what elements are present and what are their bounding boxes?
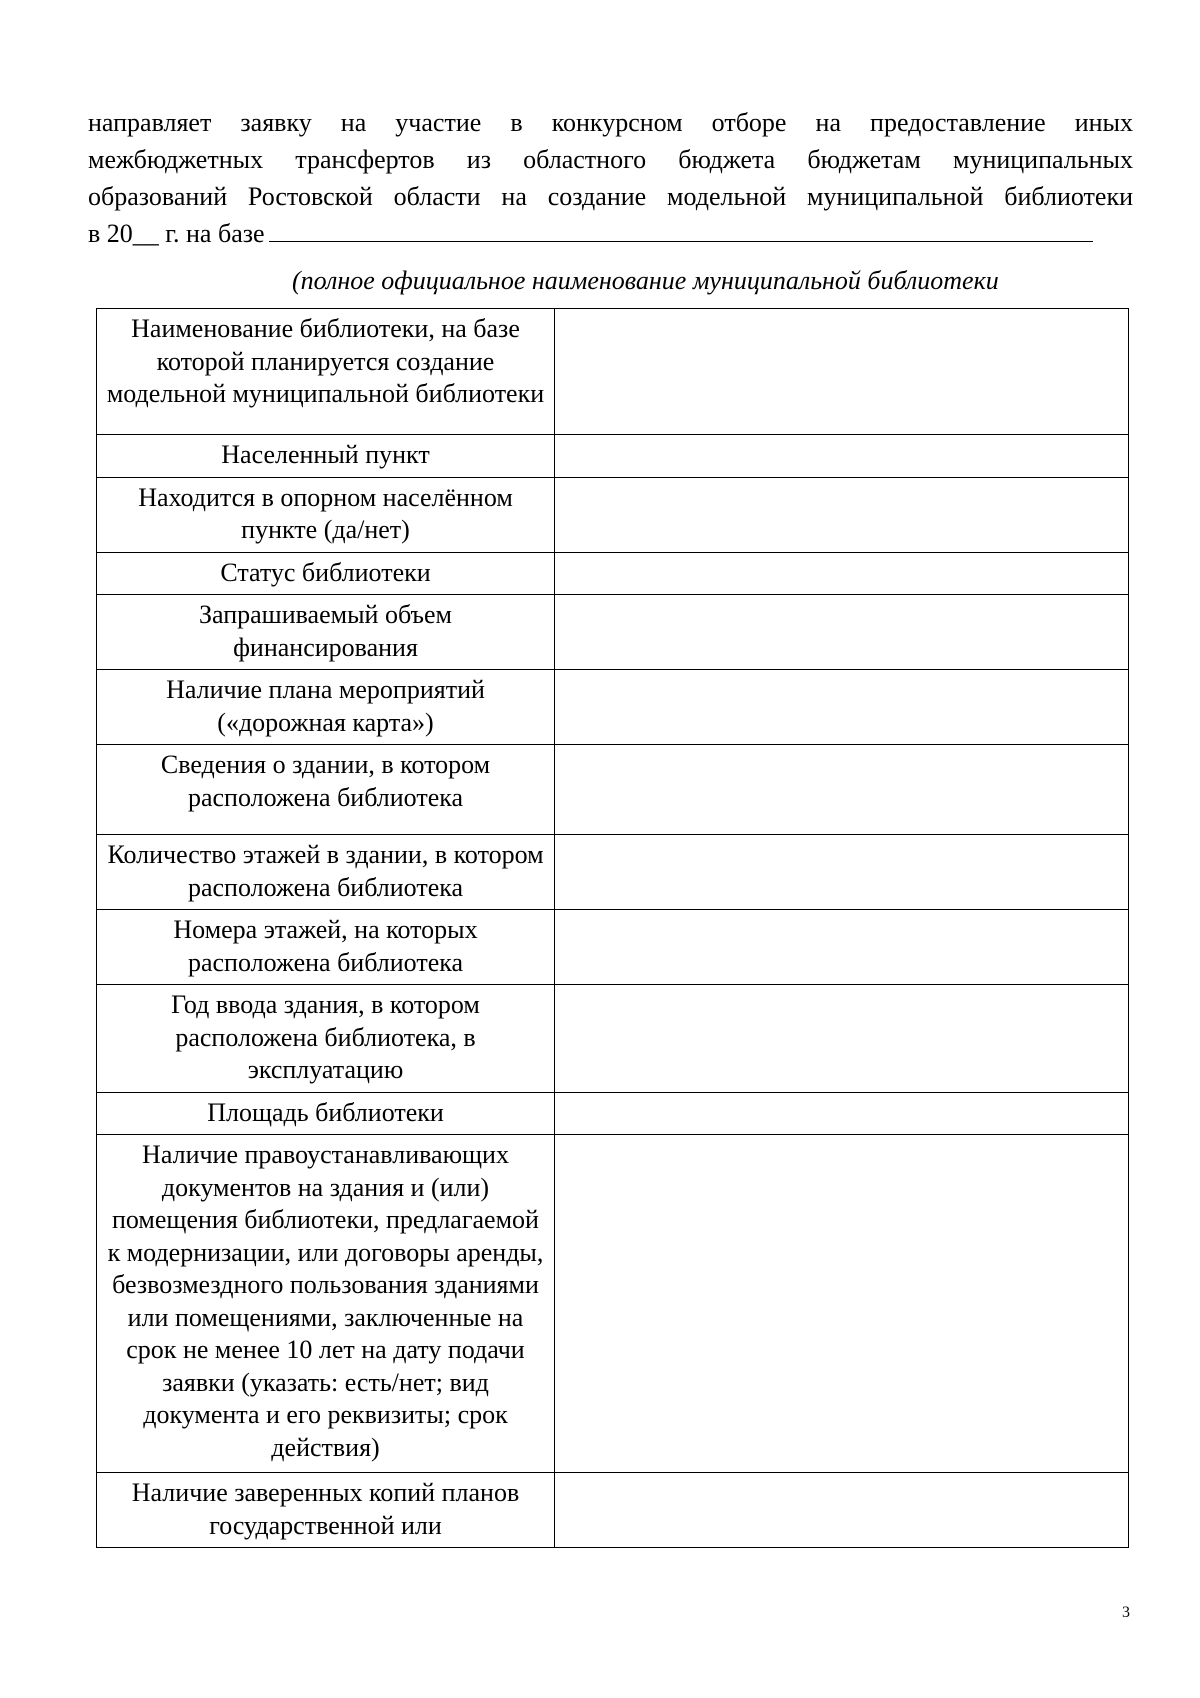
row-label: Наличие заверенных копий планов государственной или	[97, 1473, 555, 1548]
table-row	[97, 552, 1129, 595]
intro-line: межбюджетных трансфертов из областного бюджета бюджетам муниципальных	[88, 145, 1133, 174]
row-label: Номера этажей, на которых расположена библиотека	[97, 910, 555, 985]
table-row	[97, 910, 1129, 985]
table-row	[97, 670, 1129, 745]
row-label: Запрашиваемый объем финансирования	[97, 595, 555, 670]
intro-line: образований Ростовской области на создание модельной муниципальной библиотеки	[88, 182, 1133, 211]
table-row	[97, 835, 1129, 910]
row-value-field[interactable]	[555, 670, 1129, 745]
row-value-field[interactable]	[555, 1473, 1129, 1548]
blank-caption: (полное официальное наименование муниципальной библиотеки	[292, 266, 999, 295]
row-label: Сведения о здании, в котором расположена библиотека	[97, 745, 555, 835]
form-table-body	[97, 309, 1129, 1548]
row-value-field[interactable]	[555, 835, 1129, 910]
row-label: Статус библиотеки	[97, 552, 555, 595]
intro-paragraph	[88, 104, 1133, 252]
application-form-table	[96, 308, 1129, 1548]
table-row	[97, 309, 1129, 435]
library-name-blank-line	[269, 217, 1093, 242]
row-value-field[interactable]	[555, 745, 1129, 835]
table-row	[97, 1473, 1129, 1548]
row-label: Наличие плана мероприятий («дорожная карта»)	[97, 670, 555, 745]
row-value-field[interactable]	[555, 1135, 1129, 1473]
row-value-field[interactable]	[555, 985, 1129, 1093]
intro-last-line-prefix: в 20__ г. на базе	[88, 219, 265, 248]
row-label: Площадь библиотеки	[97, 1092, 555, 1135]
page-number: 3	[1122, 1604, 1130, 1621]
table-row	[97, 435, 1129, 478]
row-value-field[interactable]	[555, 435, 1129, 478]
table-row	[97, 477, 1129, 552]
row-label: Количество этажей в здании, в котором расположена библиотека	[97, 835, 555, 910]
row-value-field[interactable]	[555, 1092, 1129, 1135]
table-row	[97, 1135, 1129, 1473]
intro-line: направляет заявку на участие в конкурсном отборе на предоставление иных	[88, 108, 1133, 137]
intro-line-last	[88, 215, 1133, 252]
table-row	[97, 985, 1129, 1093]
row-label: Наименование библиотеки, на базе которой планируется создание модельной муниципальной библиотеки	[97, 309, 555, 435]
table-row	[97, 1092, 1129, 1135]
row-value-field[interactable]	[555, 552, 1129, 595]
row-label: Находится в опорном населённом пункте (да/нет)	[97, 477, 555, 552]
row-value-field[interactable]	[555, 309, 1129, 435]
table-row	[97, 595, 1129, 670]
row-value-field[interactable]	[555, 477, 1129, 552]
row-value-field[interactable]	[555, 910, 1129, 985]
row-label: Населенный пункт	[97, 435, 555, 478]
table-row	[97, 745, 1129, 835]
row-value-field[interactable]	[555, 595, 1129, 670]
row-label: Наличие правоустанавливающих документов на здания и (или) помещения библиотеки, предлагаемой к модернизации, или договоры аренды, безвозмездного пользования зданиями или помещениями, заключенные на срок не менее 10 лет на дату подачи заявки (указать: есть/нет; вид документа и его реквизиты; срок действия)	[97, 1135, 555, 1473]
row-label: Год ввода здания, в котором расположена библиотека, в эксплуатацию	[97, 985, 555, 1093]
